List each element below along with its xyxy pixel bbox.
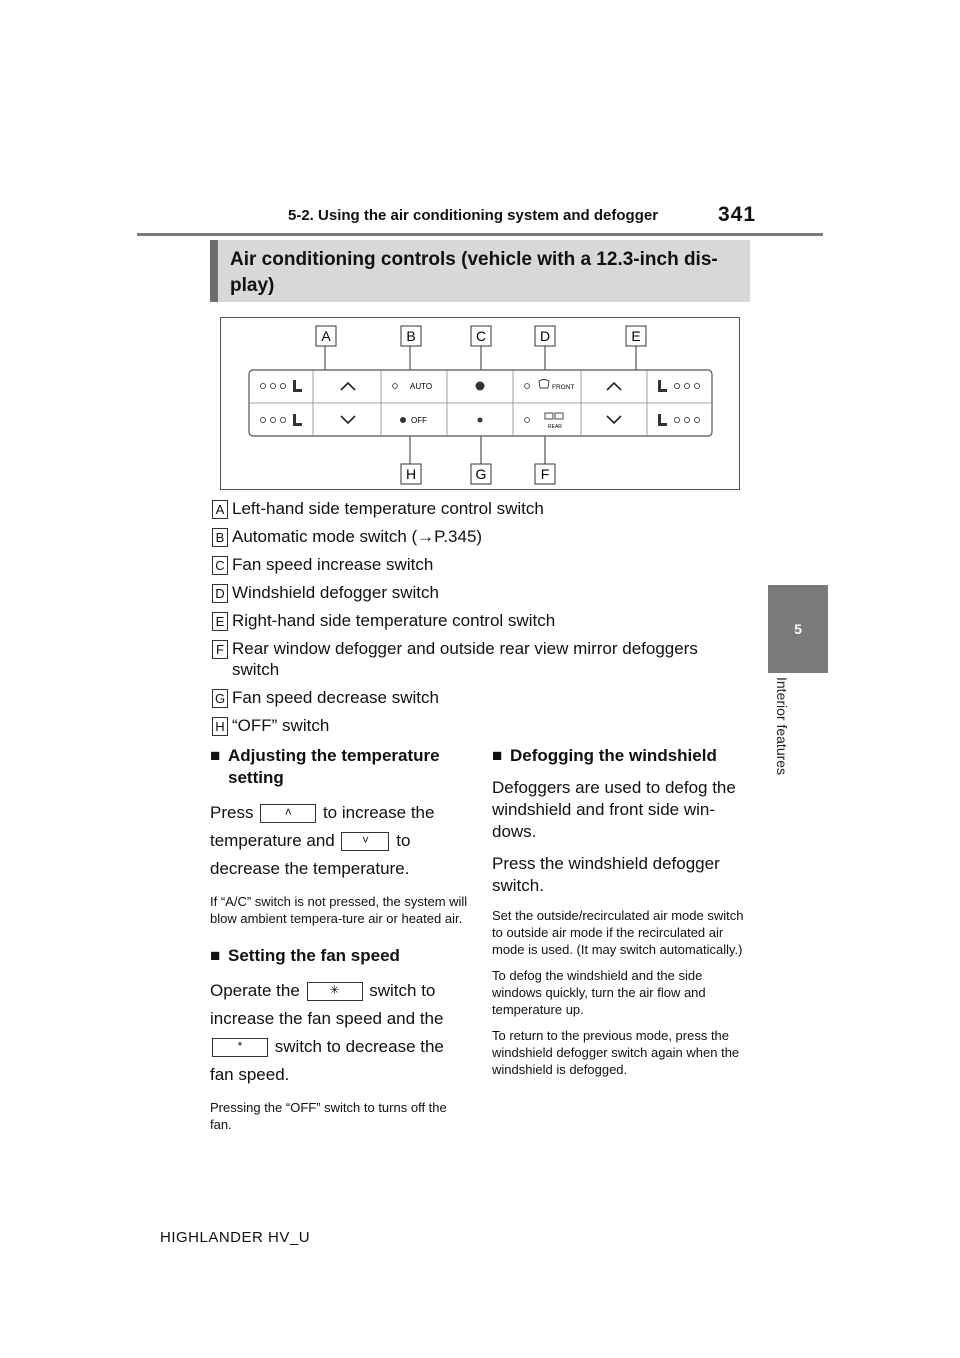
fan-instructions: Operate the ✳ switch to increase the fan speed and the * switch to decrease the fan speed. [210, 981, 444, 1084]
legend-item [212, 610, 742, 631]
header-divider [137, 233, 823, 236]
defog-para-1: Defoggers are used to defog the windshield and front side win-dows. [492, 778, 736, 841]
legend-text: Right-hand side temperature control switch [232, 611, 556, 630]
defog-note-1: Set the outside/recirculated air mode switch to outside air mode if the recirculated air mode is used. (It may switch automatically.) [492, 908, 744, 957]
callout-e: E [631, 328, 641, 344]
legend-item [212, 554, 742, 575]
auto-label: AUTO [410, 382, 433, 391]
legend-key: A [212, 500, 228, 519]
callout-g: G [475, 466, 487, 482]
legend-item [212, 526, 742, 547]
legend-key: B [212, 528, 228, 547]
callout-b: B [406, 328, 416, 344]
front-label: FRONT [552, 384, 575, 391]
page-number: 341 [718, 203, 757, 226]
chapter-label: Interior features [774, 677, 790, 776]
fan-increase-button-icon: ✳ [307, 982, 363, 1001]
fan-note: Pressing the “OFF” switch to turns off the fan. [210, 1100, 447, 1132]
square-bullet-icon: ■ [492, 746, 503, 765]
legend-item [212, 582, 742, 603]
section-title [210, 240, 750, 302]
left-column [210, 745, 470, 1142]
ac-panel-illustration [221, 318, 739, 489]
callout-f: F [540, 466, 550, 482]
legend-item [212, 498, 742, 519]
callout-a: A [321, 328, 331, 344]
temp-instructions: Press ˄ to increase the temperature and ˅ to decrease the temperature. [210, 803, 435, 878]
callout-h: H [405, 466, 417, 482]
callout-c: C [475, 328, 487, 344]
legend-key: E [212, 612, 228, 631]
rear-label: REAR [548, 424, 562, 430]
legend-text: “OFF” switch [232, 716, 330, 735]
footer-model: HIGHLANDER HV_U [160, 1229, 311, 1246]
running-header: 5-2. Using the air conditioning system and defogger [288, 207, 659, 224]
fan-decrease-button-icon: * [212, 1038, 268, 1057]
legend-text: Fan speed decrease switch [232, 688, 439, 707]
temp-heading: ■ Adjusting the temperature setting [210, 746, 440, 787]
legend-key: D [212, 584, 228, 603]
legend-text-link[interactable]: Automatic mode switch (→P.345) [232, 527, 483, 546]
temp-up-button-icon: ˄ [260, 804, 316, 823]
legend-text: Fan speed increase switch [232, 555, 434, 574]
section-title-line1: Air conditioning controls (vehicle with a 12.3-inch dis- [230, 249, 718, 270]
square-bullet-icon: ■ [210, 746, 221, 765]
temp-down-button-icon: ˅ [341, 832, 389, 851]
fan-heading: ■ Setting the fan speed [210, 946, 400, 965]
legend-text: Left-hand side temperature control switch [232, 499, 544, 518]
defog-note-2: To defog the windshield and the side windows quickly, turn the air flow and temperature up. [492, 968, 706, 1017]
defog-note-3: To return to the previous mode, press the windshield defogger switch again when the windshield is defogged. [492, 1028, 740, 1077]
right-column [492, 745, 754, 1087]
legend-key: C [212, 556, 228, 575]
temp-note: If “A/C” switch is not pressed, the system will blow ambient tempera-ture air or heated air. [210, 894, 468, 926]
legend-item [212, 638, 742, 680]
legend-text: Rear window defogger and outside rear view mirror defoggers switch [232, 639, 698, 679]
defog-para-2: Press the windshield defogger switch. [492, 854, 720, 895]
legend-text: Windshield defogger switch [232, 583, 439, 602]
legend-item [212, 715, 742, 736]
defog-heading: ■ Defogging the windshield [492, 746, 717, 765]
callout-d: D [539, 328, 551, 344]
legend-item [212, 687, 742, 708]
chapter-tab[interactable]: 5 [768, 585, 828, 673]
legend-key: F [212, 640, 228, 659]
section-title-line2: play) [230, 275, 275, 296]
square-bullet-icon: ■ [210, 946, 221, 965]
legend-key: H [212, 717, 228, 736]
legend-key: G [212, 689, 228, 708]
off-label: OFF [411, 416, 427, 425]
ac-control-panel-figure [220, 317, 740, 490]
callout-legend [212, 498, 742, 743]
